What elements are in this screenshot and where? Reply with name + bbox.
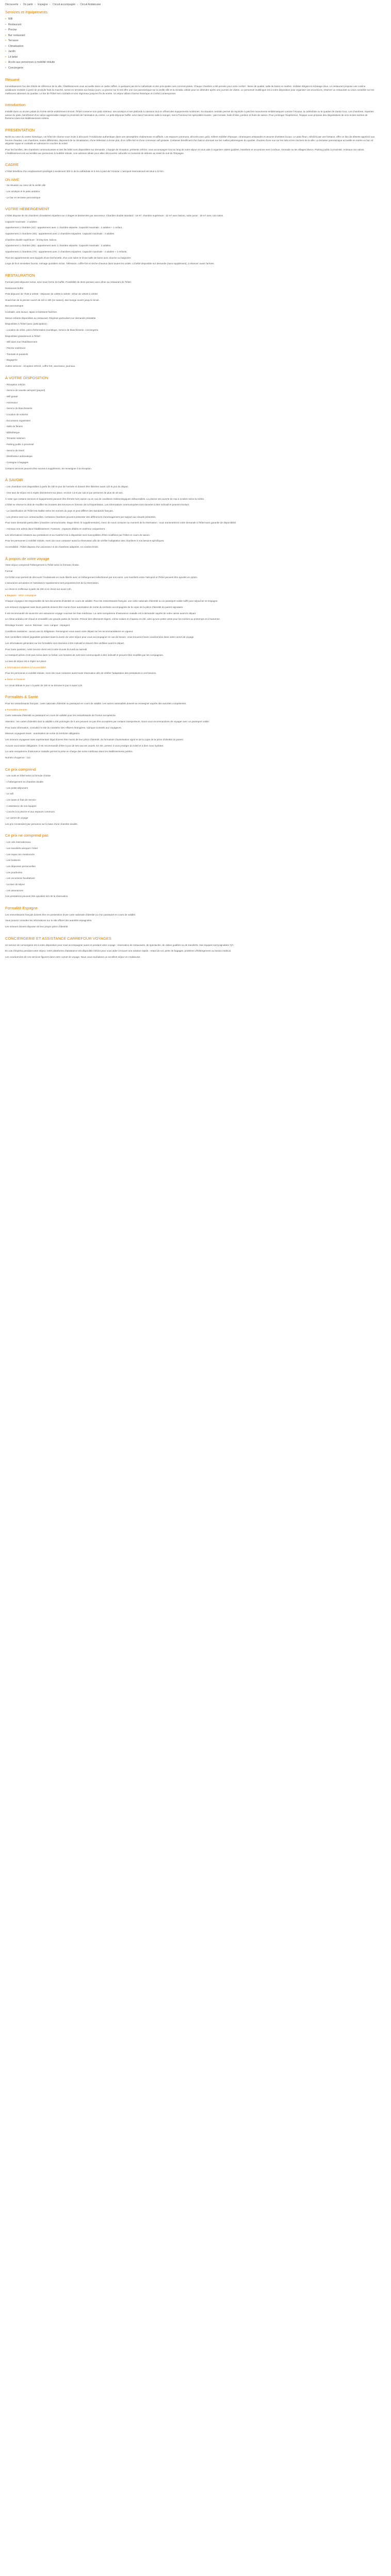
disposition-item: - Salle de fitness bbox=[5, 425, 23, 428]
prix-item: - Les petits-déjeuners bbox=[5, 786, 28, 789]
savoir-item: - Les chambres sont disponibles à partir de 15h le jour de l'arrivée et doivent être libérées avant 12h le jour du départ. bbox=[5, 485, 129, 488]
breadcrumb-item[interactable]: Découverte bbox=[5, 3, 19, 6]
intro-heading: Introduction bbox=[5, 103, 26, 108]
voyage-text: L'assurance annulation et l'assistance rapatriement sont proposées lors de la réservation. bbox=[5, 582, 100, 585]
voyage-text: Les mineurs voyageant sans leurs parents doivent être munis d'une autorisation de sortie du territoire accompagnée de la copie de la pièce d'identité du parent signataire. bbox=[5, 605, 184, 608]
voyage-text: Les informations générales sur les formalités sont données à titre indicatif et doivent être vérifiées avant le départ. bbox=[5, 641, 125, 645]
savoir-heading: À SAVOIR bbox=[5, 478, 23, 483]
noncomp-note: Ces prestations peuvent être ajoutées lors de la réservation. bbox=[5, 895, 69, 898]
breadcrumb-item[interactable]: Circuit accompagné bbox=[52, 3, 76, 6]
noncomp-item: - Les boissons bbox=[5, 859, 21, 862]
formalites-text: La carte européenne d'assurance maladie permet la prise en charge des soins médicaux dans les établissements publics. bbox=[5, 750, 133, 753]
disposition-item: - Distributeur automatique bbox=[5, 455, 32, 458]
formalites-text: Carte nationale d'identité ou passeport en cours de validité pour les ressortissants de l'Union européenne. bbox=[5, 714, 117, 717]
on-aime-heading: ON AIME bbox=[5, 178, 20, 182]
service-item: • Jardin bbox=[5, 50, 376, 54]
menu-info: Menus enfants disponibles au restaurant. Régimes particuliers sur demande préalable. bbox=[5, 316, 96, 319]
disposition-item: - Wifi gratuit bbox=[5, 395, 18, 398]
breadcrumb-item[interactable]: Espagne bbox=[38, 3, 48, 6]
breadcrumb-item[interactable]: Où partir bbox=[23, 3, 34, 6]
service-item: • Accès aux personnes à mobilité réduite bbox=[5, 61, 376, 65]
savoir-text: Les informations relatives aux prestations et au matériel mis à disposition sont susceptibles d'être modifiées par l'hôtel en cours de saison. bbox=[5, 533, 151, 536]
savoir-text: - Animaux non admis dans l'établissement. Fumeurs : espaces dédiés en extérieur uniquement. bbox=[5, 527, 106, 530]
votre-text: Appartement 1 chambre (42) : appartement avec 1 chambre séparée. Capacité maximale : 2 adultes + 1 enfant. bbox=[5, 226, 123, 229]
prix-item: - L'assistance de nos équipes bbox=[5, 804, 37, 807]
prix-note: Les prix s'entendent par personne sur la base d'une chambre double. bbox=[5, 822, 78, 825]
votre-text: Tous les appartements sont équipés d'une kitchenette, d'un coin salon et d'une salle de bains avec douche ou baignoire. bbox=[5, 256, 132, 259]
voyage-text: La taxe de séjour est à régler sur place. bbox=[5, 659, 47, 663]
prix-item: - Les nuits en hôtel selon la formule choisie bbox=[5, 774, 51, 777]
voyage-dates-mark: ▸ Dates et horaires bbox=[5, 677, 25, 681]
espagne-text: Les ressortissants français doivent être en possession d'une carte nationale d'identité ou d'un passeport en cours de validité. bbox=[5, 913, 136, 916]
espagne-text: Vous pouvez consulter les informations sur le site officiel des autorités espagnoles. bbox=[5, 919, 92, 922]
restaurant-label: Restaurant buffet bbox=[5, 286, 24, 290]
service-item: • Lit bébé bbox=[5, 56, 376, 60]
voyage-intro: Votre séjour comprend l'hébergement à l'hôtel selon la formule choisie. bbox=[5, 564, 79, 567]
voyage-text: Pour les personnes à mobilité réduite, merci de nous contacter avant toute réservation afin de vérifier l'adaptation des prestations à vos besoins. bbox=[5, 672, 157, 675]
restauration-heading: RESTAURATION bbox=[5, 273, 35, 278]
dispo-label: Disponibles à l'hôtel (avec participation) : bbox=[5, 323, 48, 326]
presentation-text: Pour les familles, des chambres communicantes et des lits bébé sont disponibles sur demande. L'équipe de réception, présente 24h/24, vous accompagne tout au long de votre séjour et vous aide à organiser visites guidées, transferts et excursions vers Cordoue, Grenade ou les villages blancs. Parking public à proximité. Animaux non admis. L'établissement est accessible aux personnes à mobilité réduite. Une adresse idéale pour allier découverte culturelle et moments de détente au soleil du sud de l'Espagne. bbox=[5, 148, 365, 155]
service-item: • Bar restaurant bbox=[5, 34, 376, 38]
cadre-heading: CADRE bbox=[5, 162, 19, 167]
services-list bbox=[5, 18, 376, 70]
voyage-text: Décalage horaire : aucun. Monnaie : euro. Langue : espagnol. bbox=[5, 623, 71, 626]
votre-text: Appartement 2 chambres (70) : appartement avec 2 chambres séparées. Capacité maximale : 4 adultes + 2 enfants. bbox=[5, 250, 127, 253]
breadcrumb: Découverte › Où partir › Espagne › Circuit accompagné › Circuit Andalousie bbox=[5, 3, 101, 6]
votre-heading: VOTRE HÉBERGEMENT bbox=[5, 207, 50, 212]
disposition-item: - Service de réveil bbox=[5, 449, 24, 452]
formalites-text: Pour toute information, consultez le site du ministère des Affaires étrangères, rubrique Conseils aux voyageurs. bbox=[5, 726, 122, 729]
prix-heading: Ce prix comprend bbox=[5, 767, 36, 772]
prix-item: - Les taxes et frais de service bbox=[5, 799, 36, 802]
dispo-item: - Transats et parasols bbox=[5, 352, 28, 355]
votre-text: Appartement 2 chambres (60) : appartement avec 2 chambres séparées. Capacité maximale : 4 adultes. bbox=[5, 232, 115, 235]
presentation-heading: PRESENTATION bbox=[5, 128, 35, 133]
service-item: • Restaurant bbox=[5, 23, 376, 27]
noncomp-item: - Les excursions facultatives bbox=[5, 877, 35, 880]
voyage-text: Le transport aérien n'est pas inclus dans ce forfait. Les horaires de vols sont communiqués à titre indicatif et peuvent être modifiés par les compagnies. bbox=[5, 654, 164, 657]
presentation-text: Niché au cœur du centre historique, cet hôtel de charme vous invite à découvrir l'Andalousie authentique dans une atmosphère chaleureuse et raffinée. Les espaces communs, décorés avec goût, mêlent mobilier d'époque, céramiques artisanales et œuvres d'artistes locaux. Le patio fleuri, rafraîchi par une fontaine, offre un lieu de détente apprécié aux heures chaudes. Les chambres, toutes différentes, disposent de la climatisation, d'une télévision à écran plat, d'un coffre-fort et d'une connexion wifi gratuite. Certaines bénéficient d'un balcon donnant sur les ruelles pittoresques du quartier, d'autres d'une vue sur les toits et les clochers de la ville. La terrasse panoramique accueille en soirée un bar où déguster tapas et cocktails en admirant le coucher du soleil. bbox=[5, 135, 375, 145]
votre-text: Linge de lit et serviettes fournis, ménage quotidien inclus. Télévision, coffre-fort et sèche-cheveux dans toutes les unités. Lit bébé disponible sur demande (sans supplément), à réserver avant l'arrivée. bbox=[5, 262, 215, 265]
service-item: • Terrasse bbox=[5, 39, 376, 43]
savoir-text: - La classification de l'hôtel est établie selon les normes du pays et peut différer des standards français. bbox=[5, 509, 113, 512]
voyage-format-label: Format bbox=[5, 570, 13, 573]
formalites-text: Mineurs voyageant seuls : autorisation de sortie du territoire obligatoire. bbox=[5, 732, 80, 735]
dispo-free-label: Disponibles gratuitement à l'hôtel : bbox=[5, 334, 42, 337]
voyage-text: Conditions sanitaires : aucun vaccin obligatoire. Renseignez-vous avant votre départ sur les recommandations en vigueur. bbox=[5, 630, 134, 633]
noncomp-item: - La taxe de séjour bbox=[5, 883, 25, 886]
noncomp-item: - Les transferts aéroport / hôtel bbox=[5, 846, 38, 850]
bar-info: Cocktails, vins locaux, tapas et boissons fraîches. bbox=[5, 311, 58, 314]
noncomp-item: - Les dépenses personnelles bbox=[5, 865, 36, 868]
noncomp-item: - Les repas non mentionnés bbox=[5, 853, 35, 856]
prix-item: - Le wifi bbox=[5, 792, 13, 795]
dispo-text: - Location de vélos, point d'information touristique, service de blanchisserie, conciergerie. bbox=[5, 329, 99, 332]
dispo-item: - Wifi dans tout l'établissement bbox=[5, 341, 38, 344]
voyage-heading: À propos de votre voyage bbox=[5, 556, 50, 561]
resume-heading: Résumé bbox=[5, 77, 20, 82]
formalites-text: Numéro d'urgence : 112. bbox=[5, 756, 31, 759]
formalites-heading: Formalités & Santé bbox=[5, 694, 38, 700]
savoir-text: Accessibilité : l'hôtel dispose d'un ascenseur et de chambres adaptées, en nombre limité. bbox=[5, 545, 99, 548]
voyage-text: Il est recommandé de souscrire une assurance voyage couvrant les frais médicaux. La carte européenne d'assurance maladie est à demander auprès de votre caisse avant le départ. bbox=[5, 612, 197, 615]
disposition-item: - Réception 24h/24 bbox=[5, 383, 25, 386]
bar-label: Bar panoramique bbox=[5, 304, 24, 308]
prix-item: - L'accès à la piscine et aux espaces communs bbox=[5, 810, 55, 814]
voyage-bagage: ▸ Bagages : selon compagnie bbox=[5, 594, 37, 597]
formalites-text: Les mineurs voyageant sans représentant légal doivent être munis de leur pièce d'identité, du formulaire d'autorisation signé et de la copie de la pièce d'identité du parent. bbox=[5, 738, 184, 741]
voyage-text: Ce forfait vous permet de découvrir l'Andalousie en toute liberté avec un hébergement sélectionné par nos soins. Les transferts entre l'aéroport et l'hôtel peuvent être ajoutés en option. bbox=[5, 575, 198, 579]
savoir-text: À noter que certains services et équipements peuvent être fermés hors saison ou en cas de conditions météorologiques défavorables. La piscine est ouverte de mai à octobre selon la météo. bbox=[5, 497, 205, 500]
noncomp-item: - Les vols internationaux bbox=[5, 841, 31, 844]
service-item: • Conciergerie bbox=[5, 66, 376, 71]
voyage-text: Le check-in s'effectue à partir de 15h et le check-out avant 12h. bbox=[5, 588, 72, 591]
voyage-text: Nos conseillers restent joignables pendant toute la durée de votre séjour pour vous accompagner en cas de besoin. Vous trouverez leurs coordonnées dans votre carnet de voyage. bbox=[5, 636, 194, 639]
votre-text: Chambre double supérieure : lit king size, balcon. bbox=[5, 238, 57, 241]
resume-text: Immédiatement l'un des hôtels de référence de la ville, l'établissement vous accueille dans un cadre raffiné, à quelques pas de la cathédrale et des principales rues commerçantes. Chaque chambre a été pensée pour votre confort : literie de qualité, salle de bains en marbre, mobilier élégant et éclairage doux. Le restaurant propose une cuisine andalouse revisitée à partir de produits frais du marché, servie en terrasse aux beaux jours. La piscine sur le toit offre une vue panoramique sur la vieille ville et la Giralda, idéale pour se détendre après une journée de visites. Le personnel multilingue est à votre disposition pour organiser vos excursions, réserver un restaurant ou vous conseiller sur les meilleures adresses du quartier. Le bar de l'hôtel sert cocktails et vins régionaux jusqu'en fin de soirée. Un séjour alliant charme historique et confort contemporain. bbox=[5, 85, 374, 95]
prix-item: - L'hébergement en chambre double bbox=[5, 781, 43, 784]
disposition-item: - Ascenseur bbox=[5, 401, 18, 404]
conciergerie-text: En cas d'imprévu pendant votre séjour, notre plateforme d'assistance est disponible 24h/24 pour vous aider à trouver une solution rapide : retard de vol, perte de bagages, problème d'hébergement ou besoin médical. bbox=[5, 950, 232, 953]
votre-text: Capacité maximale : 2 adultes. bbox=[5, 220, 38, 223]
noncomp-item: - Les pourboires bbox=[5, 871, 23, 874]
disposition-heading: À VOTRE DISPOSITION bbox=[5, 375, 48, 380]
voyage-text: Pour toute question, notre service client est à votre écoute du lundi au samedi. bbox=[5, 648, 88, 651]
disposition-item: - Consigne à bagages bbox=[5, 461, 28, 464]
restaurant-hours: Petit-déjeuner de 7h30 à 10h30 - Déjeuner de 13h00 à 15h30 - Dîner de 19h30 à 22h30 bbox=[5, 293, 98, 296]
savoir-text: Pour toute demande particulière (chambre communicante, étage élevé, lit supplémentaire), merci de nous contacter au moment de la réservation ; nous transmettrons votre demande à l'hôtel sans garantie de disponibilité. bbox=[5, 521, 237, 524]
service-item: • Climatisation bbox=[5, 45, 376, 49]
conciergerie-text: Les coordonnées de ces services figurent dans votre carnet de voyage. Nous vous souhaitons un excellent séjour en Andalousie. bbox=[5, 955, 141, 958]
on-aime-item: - Les azulejos et le patio andalou bbox=[5, 190, 40, 193]
noncomp-heading: Ce prix ne comprend pas bbox=[5, 833, 48, 838]
page bbox=[0, 0, 381, 972]
dispo-item: - Bagagerie bbox=[5, 359, 18, 362]
formalites-text: Attention : les cartes d'identité dont la validité a été prolongée de 5 ans peuvent ne pas être acceptées par certains transporteurs. Nous vous recommandons de voyager avec un passeport valide. bbox=[5, 720, 210, 723]
voyage-text: Chaque voyageur est responsable de ses documents d'identité en cours de validité. Pour les ressortissants français, une carte nationale d'identité ou un passeport valide suffit pour séjourner en Espagne. bbox=[5, 600, 218, 603]
disposition-note: Certains services peuvent être soumis à supplément. Se renseigner à la réception. bbox=[5, 467, 92, 470]
espagne-text: Les mineurs doivent disposer de leur propre pièce d'identité. bbox=[5, 925, 69, 928]
voyage-text: Le climat andalou est chaud et ensoleillé une grande partie de l'année. Prévoir des vêtements légers, crème solaire et chapeau en été, ainsi qu'une petite veste pour les soirées au printemps et à l'automne. bbox=[5, 618, 221, 621]
dispo-item: - Piscine extérieure bbox=[5, 347, 26, 350]
conciergerie-text: Un service de conciergerie est à votre disposition pour vous accompagner avant et pendant votre voyage : réservation de restaurants, de spectacles, de visites guidées ou de transferts. Nos équipes sont joignables 7j/7. bbox=[5, 943, 234, 946]
service-item: • Piscine bbox=[5, 28, 376, 32]
noncomp-item: - Les assurances bbox=[5, 889, 23, 892]
prix-item: - Le carnet de voyage bbox=[5, 817, 28, 820]
formalites-mark: ▸ Formalités d'entrée bbox=[5, 708, 27, 711]
disposition-item: - Terrasse solarium bbox=[5, 437, 25, 440]
on-aime-item: - Le bar en terrasse panoramique bbox=[5, 196, 41, 199]
intro-text: Installé dans un ancien palais du XVIIIe siècle entièrement rénové, l'hôtel conserve son patio intérieur, ses azulejos et ses plafonds à caissons tout en offrant des équipements modernes. Sa situation centrale permet de rejoindre à pied les monuments emblématiques comme l'Alcazar, la cathédrale ou le quartier de Santa Cruz. Les chambres, réparties autour du patio, bénéficient d'un calme appréciable malgré la proximité de l'animation du centre. Le petit-déjeuner buffet, servi dans l'ancienne salle à manger, met à l'honneur les spécialités locales : pain tomate, huile d'olive, jambon et fruits de saison. Pour prolonger l'expérience, l'équipe vous propose des dégustations de vins et des soirées de flamenco dans les établissements voisins. bbox=[5, 110, 374, 120]
restauration-text: Formule petit-déjeuner inclus, servi sous forme de buffet. Possibilité de demi-pension avec dîner au restaurant de l'hôtel. bbox=[5, 280, 132, 283]
votre-text: Appartement 1 chambre (55) : appartement avec 1 chambre séparée. Capacité maximale : 3 adultes. bbox=[5, 244, 111, 247]
disposition-item: - Bibliothèque bbox=[5, 431, 20, 434]
votre-text: L'hôtel dispose de 45 chambres climatisées réparties sur 4 étages et desservies par ascenseur. Chambre double standard : 18 m², chambre supérieure : 22 m² avec balcon, suite junior : 30 m² avec coin salon. bbox=[5, 214, 224, 217]
formalites-text: Aucune vaccination obligatoire. Il est recommandé d'être à jour de ses vaccins usuels. En été, pensez à vous protéger du soleil et à bien vous hydrater. bbox=[5, 744, 164, 747]
on-aime-item: - Sa situation au cœur de la vieille ville bbox=[5, 184, 46, 187]
conciergerie-heading: CONCIERGERIE ET ASSISTANCE CARREFOUR VOYAGES bbox=[5, 936, 111, 941]
disposition-item: - Excursions organisées bbox=[5, 419, 31, 422]
disposition-item: - Location de voitures bbox=[5, 413, 28, 416]
disposition-item: - Parking public à proximité bbox=[5, 443, 34, 446]
dispo-end: Autres services : réception 24h/24, coffre-fort, ascenseur, journaux. bbox=[5, 365, 76, 368]
savoir-text: L'hôtel se réserve le droit de modifier les horaires des services en fonction de la fréquentation. Les informations communiquées sont données à titre indicatif et peuvent évoluer. bbox=[5, 503, 190, 506]
breadcrumb-item: Circuit Andalousie bbox=[80, 3, 101, 6]
savoir-text: Pour les personnes à mobilité réduite, merci de nous contacter avant la réservation afin de vérifier l'adaptation des chambres à vos besoins spécifiques. bbox=[5, 539, 165, 543]
disposition-item: - Service de blanchisserie bbox=[5, 407, 32, 410]
disposition-item: - Service de navette aéroport (payant) bbox=[5, 389, 45, 392]
cadre-text: L'hôtel bénéficie d'un emplacement privilégié à seulement 300 m de la cathédrale et 5 min à pied de l'Alcazar. L'aéroport international est situé à 10 km. bbox=[5, 170, 165, 173]
service-item: • Wifi bbox=[5, 18, 376, 22]
services-heading: Services et équipements bbox=[5, 10, 48, 15]
savoir-item: - Une taxe de séjour est à régler directement sur place, environ 1,5 € par nuit et par personne de plus de 16 ans. bbox=[5, 491, 123, 494]
savoir-text: - Les photos sont non contractuelles. Certaines chambres peuvent présenter des différences d'aménagement par rapport aux visuels présentés. bbox=[5, 515, 156, 518]
voyage-text: Le circuit débute le jour 1 à partir de 15h et se termine le jour 8 avant 12h. bbox=[5, 684, 83, 687]
espagne-heading: Formalité Espagne bbox=[5, 905, 38, 910]
formalites-text: Pour les ressortissants français : carte nationale d'identité ou passeport en cours de validité. Les autres nationalités doivent se renseigner auprès des autorités compétentes. bbox=[5, 702, 187, 705]
voyage-info-mark: ▸ Informations relatives à l'accessibilité bbox=[5, 666, 46, 669]
snack-info: Snack-bar de la piscine ouvert de 11h à 18h (en saison). Bar lounge ouvert jusqu'à minuit. bbox=[5, 298, 100, 301]
